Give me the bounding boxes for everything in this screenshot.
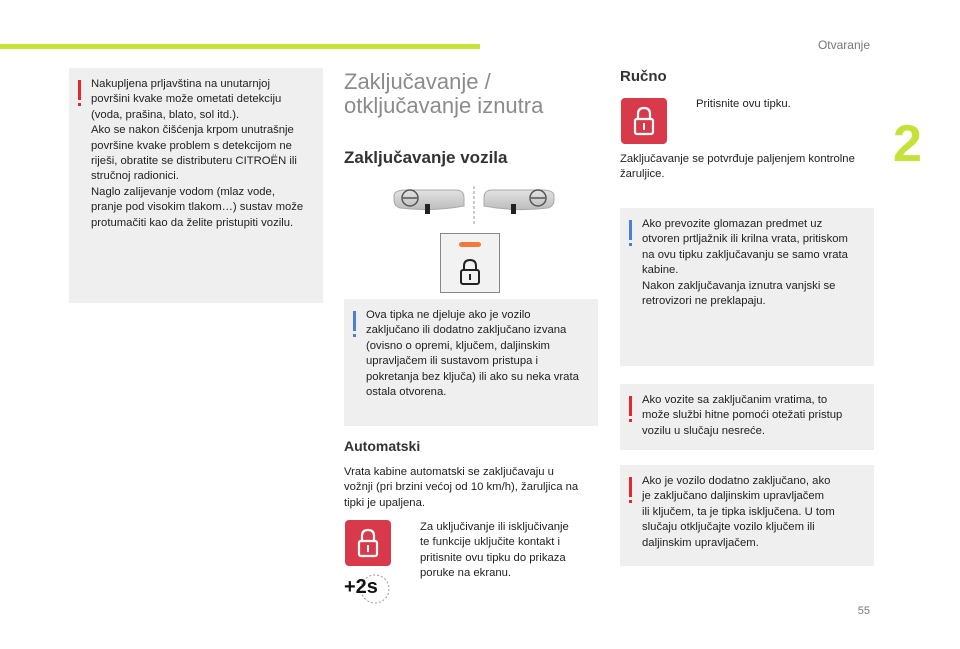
warning-icon bbox=[78, 80, 81, 100]
padlock-icon bbox=[632, 106, 656, 136]
info-text: Ova tipka ne djeluje ako je vozilo zaključano ili dodatno zaključano izvana (ovisno o opremi, ključem, daljinskim upravljačem ili sustavom pristupa i pokretanja bez ključa) ili ako su neka vrata ostala otvorena. bbox=[366, 309, 579, 399]
central-lock-button-illustration bbox=[440, 233, 500, 293]
info-icon-dot bbox=[353, 334, 356, 337]
section-heading-automatic: Automatski bbox=[344, 438, 421, 454]
info-icon-dot bbox=[629, 243, 632, 246]
warning-text: Ako vozite sa zaključanim vratima, to može službi hitne pomoći otežati pristup vozilu u slučaju nesreće. bbox=[642, 394, 843, 437]
padlock-icon bbox=[458, 258, 482, 286]
warning-box-dirt bbox=[69, 68, 323, 303]
info-text: Ako prevozite glomazan predmet uz otvoren prtljažnik ili krilna vrata, pritiskom na ovu tipku zaključavanju se samo vrata kabine. Nakon zaključavanja iznutra vanjski se retrovizori ne preklapaju. bbox=[642, 218, 848, 308]
warning-icon-dot bbox=[78, 103, 81, 106]
hold-duration-indicator bbox=[344, 572, 392, 606]
indicator-lamp bbox=[459, 242, 481, 247]
automatic-text: Vrata kabine automatski se zaključavaju u vožnji (pri brzini većoj od 10 km/h), žaruljica na tipki je upaljena. bbox=[344, 466, 579, 509]
lock-button-automatic bbox=[345, 520, 391, 566]
chapter-number: 2 bbox=[893, 115, 922, 173]
info-box-bulky-object bbox=[620, 208, 874, 366]
manual-instruction bbox=[678, 97, 868, 117]
section-title: Otvaranje bbox=[817, 38, 870, 52]
chapter-color-bar bbox=[0, 44, 480, 49]
page-number: 55 bbox=[857, 605, 870, 617]
section-heading-manual: Ručno bbox=[620, 68, 667, 85]
lock-button-manual bbox=[621, 98, 667, 144]
warning-icon-dot bbox=[629, 500, 632, 503]
warning-box-double-lock bbox=[620, 465, 874, 566]
warning-box-emergency bbox=[620, 384, 874, 450]
warning-icon-dot bbox=[629, 419, 632, 422]
manual-confirm-text: Zaključavanje se potvrđuje paljenjem kontrolne žaruljice. bbox=[620, 153, 855, 181]
info-icon bbox=[353, 311, 356, 331]
page-title: Zaključavanje / otključavanje iznutra bbox=[344, 69, 544, 118]
padlock-icon bbox=[356, 528, 380, 558]
warning-text: Nakupljena prljavština na unutarnjoj površini kvake može ometati detekciju (voda, prašina, blato, sol itd.). Ako se nakon čišćenja krpom unutrašnje površine kvake problem s detekcijom ne riješi, obratite se distributeru CITROËN ili stručnoj radionici. Naglo zalijevanje vodom (mlaz vode, pranje pod visokim tlakom…) sustav može protumačiti kao da želite pristupiti vozilu. bbox=[91, 78, 304, 229]
warning-icon bbox=[629, 477, 632, 497]
section-heading-locking: Zaključavanje vozila bbox=[344, 148, 508, 167]
warning-icon bbox=[629, 396, 632, 416]
door-mirrors-illustration bbox=[392, 186, 556, 226]
info-box-not-working bbox=[344, 299, 598, 426]
warning-text: Ako je vozilo dodatno zaključano, ako je zaključano daljinskim upravljačem ili ključem, ta je tipka isključena. U tom slučaju otključajte vozilo ključem ili daljinskim upravljačem. bbox=[642, 475, 835, 549]
automatic-instruction bbox=[402, 520, 602, 590]
info-icon bbox=[629, 220, 632, 240]
hold-duration-label: +2s bbox=[344, 576, 378, 598]
automatic-instruction-text: Za uključivanje ili isključivanje te funkcije uključite kontakt i pritisnite ovu tipku do prikaza poruke na ekranu. bbox=[420, 521, 569, 580]
manual-instruction-text: Pritisnite ovu tipku. bbox=[696, 98, 791, 110]
